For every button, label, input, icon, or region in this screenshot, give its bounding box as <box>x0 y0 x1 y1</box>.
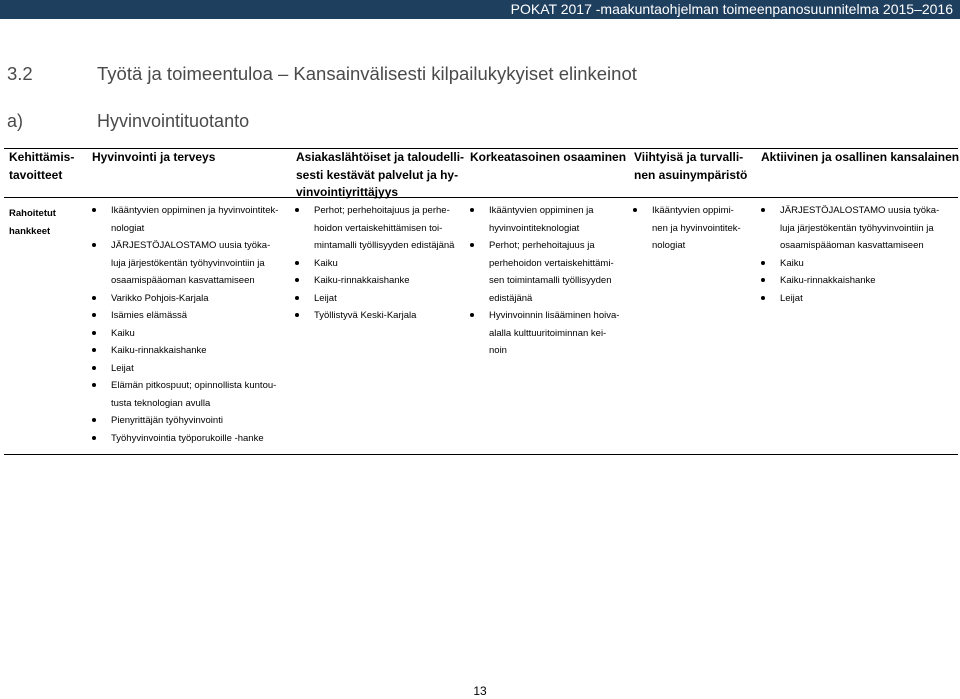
list-item: Työhyvinvointia työporukoille -hanke <box>111 430 278 448</box>
list-item-continuation: luja järjestökentän työhyvinvointiin ja <box>780 222 934 234</box>
list-item: Kaiku-rinnakkaishanke <box>780 272 939 290</box>
column-customer-services <box>314 202 454 325</box>
list-item-continuation: nologiat <box>111 222 145 234</box>
column-active-citizen <box>780 202 939 307</box>
list-item-continuation: alalla kulttuuritoiminnan kei- <box>489 327 607 339</box>
list-item: Perhot; perhehoitajuus ja <box>489 237 619 255</box>
header-active-citizen: Aktiivinen ja osallinen kansalainen <box>761 150 960 164</box>
list-item: Pienyrittäjän työhyvinvointi <box>111 412 278 430</box>
list-item: Leijat <box>111 360 278 378</box>
list-item-continuation: nologiat <box>652 240 686 251</box>
header-title: POKAT 2017 -maakuntaohjelman toimeenpanosuunnitelma 2015–2016 <box>510 1 953 17</box>
header-living-environment: Viihtyisä ja turvalli- nen asuinympäristö <box>634 150 748 182</box>
column-living-environment <box>652 202 741 255</box>
list-item-continuation: luja järjestökentän työhyvinvointiin ja <box>111 257 265 269</box>
list-item: Kaiku <box>111 325 278 343</box>
list-item: Kaiku <box>314 255 454 273</box>
projects-table <box>4 148 958 455</box>
list-item-continuation: osaamispääoman kasvattamiseen <box>780 240 924 251</box>
list-item: Hyvinvoinnin lisääminen hoiva- <box>489 307 619 325</box>
row-label-funded-projects: Rahoitetut hankkeet <box>9 208 56 237</box>
list-item: Perhot; perhehoitajuus ja perhe- <box>314 202 454 220</box>
column-high-competence <box>489 202 619 360</box>
list-item-continuation: hoidon vertaiskehittämisen toi- <box>314 222 443 234</box>
list-item: Kaiku <box>780 255 939 273</box>
list-item: Ikääntyvien oppiminen ja <box>489 202 619 220</box>
list-item-continuation: perhehoidon vertaiskehittämi- <box>489 257 614 269</box>
list-item: Leijat <box>314 290 454 308</box>
section-heading <box>7 63 637 85</box>
list-item: Elämän pitkospuut; opinnollista kuntou- <box>111 377 278 395</box>
list-item-continuation: edistäjänä <box>489 292 533 304</box>
list-item: Ikääntyvien oppimi- <box>652 202 741 220</box>
list-item: JÄRJESTÖJALOSTAMO uusia työka- <box>111 237 278 255</box>
list-item-continuation: osaamispääoman kasvattamiseen <box>111 275 255 286</box>
section-number: 3.2 <box>7 63 33 84</box>
table-bottom-rule <box>4 454 958 455</box>
header-bar <box>0 0 960 19</box>
header-customer-services: Asiakaslähtöiset ja taloudelli- sesti kestävät palvelut ja hy- vinvointiyrittäjyys <box>296 150 465 199</box>
list-item: Varikko Pohjois-Karjala <box>111 290 278 308</box>
list-item-continuation: noin <box>489 345 507 356</box>
list-item: Kaiku-rinnakkaishanke <box>314 272 454 290</box>
list-item-continuation: hyvinvointiteknologiat <box>489 222 580 234</box>
header-development-goals: Kehittämis- tavoitteet <box>9 150 75 182</box>
column-wellbeing-health <box>111 202 278 447</box>
list-item: Isämies elämässä <box>111 307 278 325</box>
list-item-continuation: tusta teknologian avulla <box>111 397 211 409</box>
list-item-continuation: nen ja hyvinvointitek- <box>652 222 741 234</box>
list-item: Työllistyvä Keski-Karjala <box>314 307 454 325</box>
list-item: Leijat <box>780 290 939 308</box>
subsection-number: a) <box>7 111 24 131</box>
list-item-continuation: mintamalli työllisyyden edistäjänä <box>314 240 455 251</box>
list-item: JÄRJESTÖJALOSTAMO uusia työka- <box>780 202 939 220</box>
table-header-rule <box>4 197 958 198</box>
subsection-heading <box>7 111 249 132</box>
section-title: Työtä ja toimeentuloa – Kansainvälisesti kilpailukykyiset elinkeinot <box>97 63 637 84</box>
list-item-continuation: sen toimintamalli työllisyyden <box>489 275 612 286</box>
list-item: Ikääntyvien oppiminen ja hyvinvointitek- <box>111 202 278 220</box>
subsection-title: Hyvinvointituotanto <box>97 111 250 131</box>
list-item: Kaiku-rinnakkaishanke <box>111 342 278 360</box>
header-wellbeing-health: Hyvinvointi ja terveys <box>92 150 216 164</box>
page-number: 13 <box>473 684 487 698</box>
header-high-competence: Korkeatasoinen osaaminen <box>470 150 627 164</box>
